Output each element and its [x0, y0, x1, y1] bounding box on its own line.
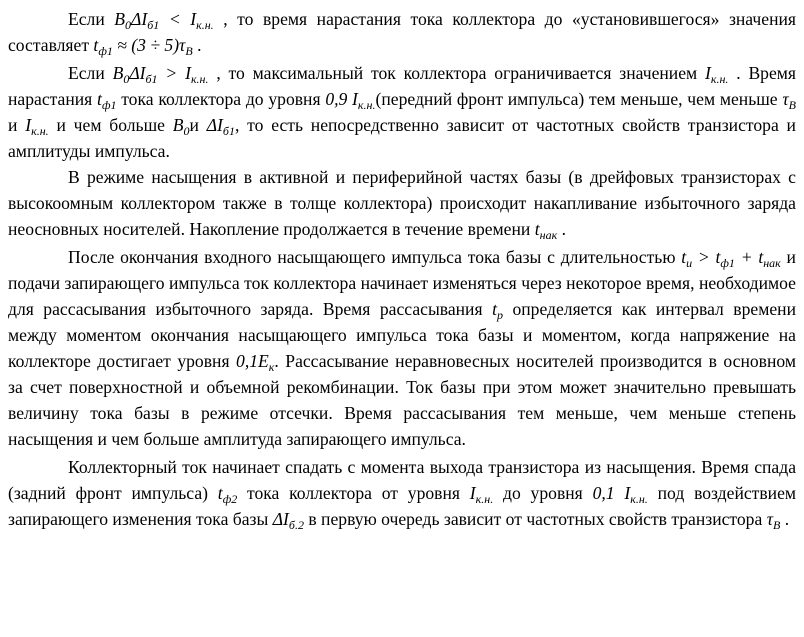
math-base: t: [93, 35, 99, 55]
math-subscript: 0: [123, 72, 130, 86]
math-base: τ: [782, 89, 789, 109]
math-subscript: B: [773, 518, 781, 532]
math-base: ΔI: [131, 9, 148, 29]
math-symbol: [112, 63, 130, 86]
math-subscript: к.н.: [710, 72, 729, 86]
math-base: t: [492, 299, 497, 319]
math-base: I: [469, 483, 476, 503]
math-symbol: [206, 115, 235, 138]
math-symbol: [692, 247, 735, 270]
math-base: t: [681, 247, 687, 267]
math-subscript: ф1: [98, 44, 113, 58]
paragraph-saturation-limit: [8, 60, 796, 164]
text-run: Если: [68, 63, 113, 83]
math-base: t: [534, 219, 540, 239]
paragraph-storage-time: [8, 244, 796, 452]
text-run: Если: [68, 9, 115, 29]
text-run: , то время нарастания тока коллектора до «установившегося» значения составляет: [8, 9, 796, 55]
math-symbol: [131, 9, 160, 32]
text-run: Коллекторный ток начинает спадать с момента выхода транзистора из насыщения. Время спада (задний фронт импульса): [8, 457, 796, 503]
math-base: > t: [692, 247, 721, 267]
text-run: и подачи запирающего импульса ток коллектора начинает изменяться через некоторое время, необходимое для рассасывания избыточного заряда. Время рассасывания: [8, 247, 796, 319]
math-base: ΔI: [129, 63, 146, 83]
math-symbol: [782, 89, 796, 112]
math-symbol: [93, 35, 113, 58]
math-subscript: б1: [222, 124, 235, 138]
math-symbol: [112, 35, 193, 58]
text-run: тока коллектора до уровня: [116, 89, 326, 109]
math-base: > I: [157, 63, 191, 83]
text-run: под воздействием запирающего изменения тока базы: [8, 483, 797, 529]
text-run: определяется как интервал времени между моментом окончания насыщающего импульса тока базы и моментом, когда напряжение на коллекторе достигает уровня: [8, 299, 796, 371]
math-subscript: к.н.: [475, 492, 494, 506]
text-run: , то есть непосредственно зависит от частотных свойств транзистора и амплитуды импульса.: [8, 115, 796, 161]
math-symbol: [272, 509, 304, 532]
math-subscript: б.2: [288, 518, 304, 532]
math-subscript: к: [268, 360, 275, 374]
text-run: . Рассасывание неравновесных носителей производится в основном за счет поверхностной и объемной рекомбинации. Ток базы при этом может значительно превышать величину тока базы в режиме отсечки. Время рассасывания тем меньше, чем меньше степень насыщения и чем больше амплитуда запирающего импульса.: [8, 351, 796, 449]
math-base: τ: [766, 509, 774, 529]
math-symbol: [157, 63, 209, 86]
math-subscript: B: [185, 44, 193, 58]
math-base: t: [97, 89, 102, 109]
math-base: 0,1 I: [592, 483, 631, 503]
math-base: + t: [734, 247, 764, 267]
math-symbol: [129, 63, 158, 86]
math-symbol: [766, 509, 781, 532]
math-base: ΔI: [272, 509, 289, 529]
math-subscript: ф1: [720, 256, 735, 270]
math-subscript: к.н.: [190, 72, 209, 86]
text-run: , то максимальный ток коллектора ограничивается значением: [208, 63, 705, 83]
math-base: 0,1E: [236, 351, 269, 371]
math-subscript: и: [686, 256, 693, 270]
math-subscript: 0: [125, 18, 132, 32]
math-symbol: [734, 247, 781, 270]
math-symbol: [592, 483, 648, 506]
math-symbol: [469, 483, 494, 506]
math-subscript: ф2: [222, 492, 238, 506]
text-run: и: [8, 115, 26, 135]
math-base: t: [217, 483, 223, 503]
paragraph-charge-accumulation: [8, 164, 796, 242]
math-symbol: [704, 63, 729, 86]
math-subscript: нак: [763, 256, 781, 270]
text-run: и чем больше: [48, 115, 173, 135]
math-symbol: [159, 9, 214, 32]
text-run: в первую очередь зависит от частотных свойств транзистора: [303, 509, 767, 529]
text-run: После окончания входного насыщающего импульса тока базы с длительностью: [68, 247, 682, 267]
math-subscript: нак: [539, 228, 558, 242]
text-run: В режиме насыщения в активной и периферийной частях базы (в дрейфовых транзисторах с высокоомным коллектором также в толще коллектора) происходит накапливание избыточного заряда неосновных носителей. Накопление продолжается в течение времени: [8, 167, 796, 239]
math-base: B: [112, 63, 124, 83]
math-symbol: [172, 115, 190, 138]
math-subscript: б1: [145, 72, 158, 86]
math-base: 0,9 I: [325, 89, 358, 109]
math-base: ≈ (3 ÷ 5)τ: [112, 35, 186, 55]
math-symbol: [97, 89, 117, 112]
math-subscript: к.н.: [31, 124, 49, 138]
math-subscript: к.н.: [357, 98, 376, 112]
math-symbol: [25, 115, 49, 138]
math-subscript: B: [788, 98, 796, 112]
text-run: до уровня: [493, 483, 593, 503]
math-subscript: б1: [147, 18, 160, 32]
math-subscript: 0: [183, 124, 190, 138]
math-symbol: [217, 483, 238, 506]
math-subscript: р: [496, 308, 503, 322]
math-base: < I: [159, 9, 197, 29]
math-subscript: к.н.: [196, 18, 214, 32]
text-run: .: [780, 509, 790, 529]
math-symbol: [534, 219, 558, 242]
text-run: (передний фронт импульса) тем меньше, чем меньше: [375, 89, 783, 109]
math-symbol: [681, 247, 693, 270]
math-symbol: [114, 9, 132, 32]
math-symbol: [325, 89, 376, 112]
text-run: .: [192, 35, 202, 55]
math-symbol: [492, 299, 503, 322]
paragraph-fall-time: [8, 454, 796, 532]
text-run: и: [189, 115, 207, 135]
math-base: I: [704, 63, 711, 83]
math-base: ΔI: [206, 115, 223, 135]
math-base: I: [25, 115, 32, 135]
math-base: B: [114, 9, 126, 29]
math-subscript: ф1: [101, 98, 117, 112]
math-base: B: [172, 115, 184, 135]
text-run: . Время нарастания: [8, 63, 797, 109]
text-run: тока коллектора от уровня: [237, 483, 470, 503]
math-subscript: к.н.: [630, 492, 648, 506]
math-symbol: [236, 351, 275, 374]
text-run: .: [557, 219, 566, 239]
paragraph-rise-time-condition: [8, 6, 796, 58]
